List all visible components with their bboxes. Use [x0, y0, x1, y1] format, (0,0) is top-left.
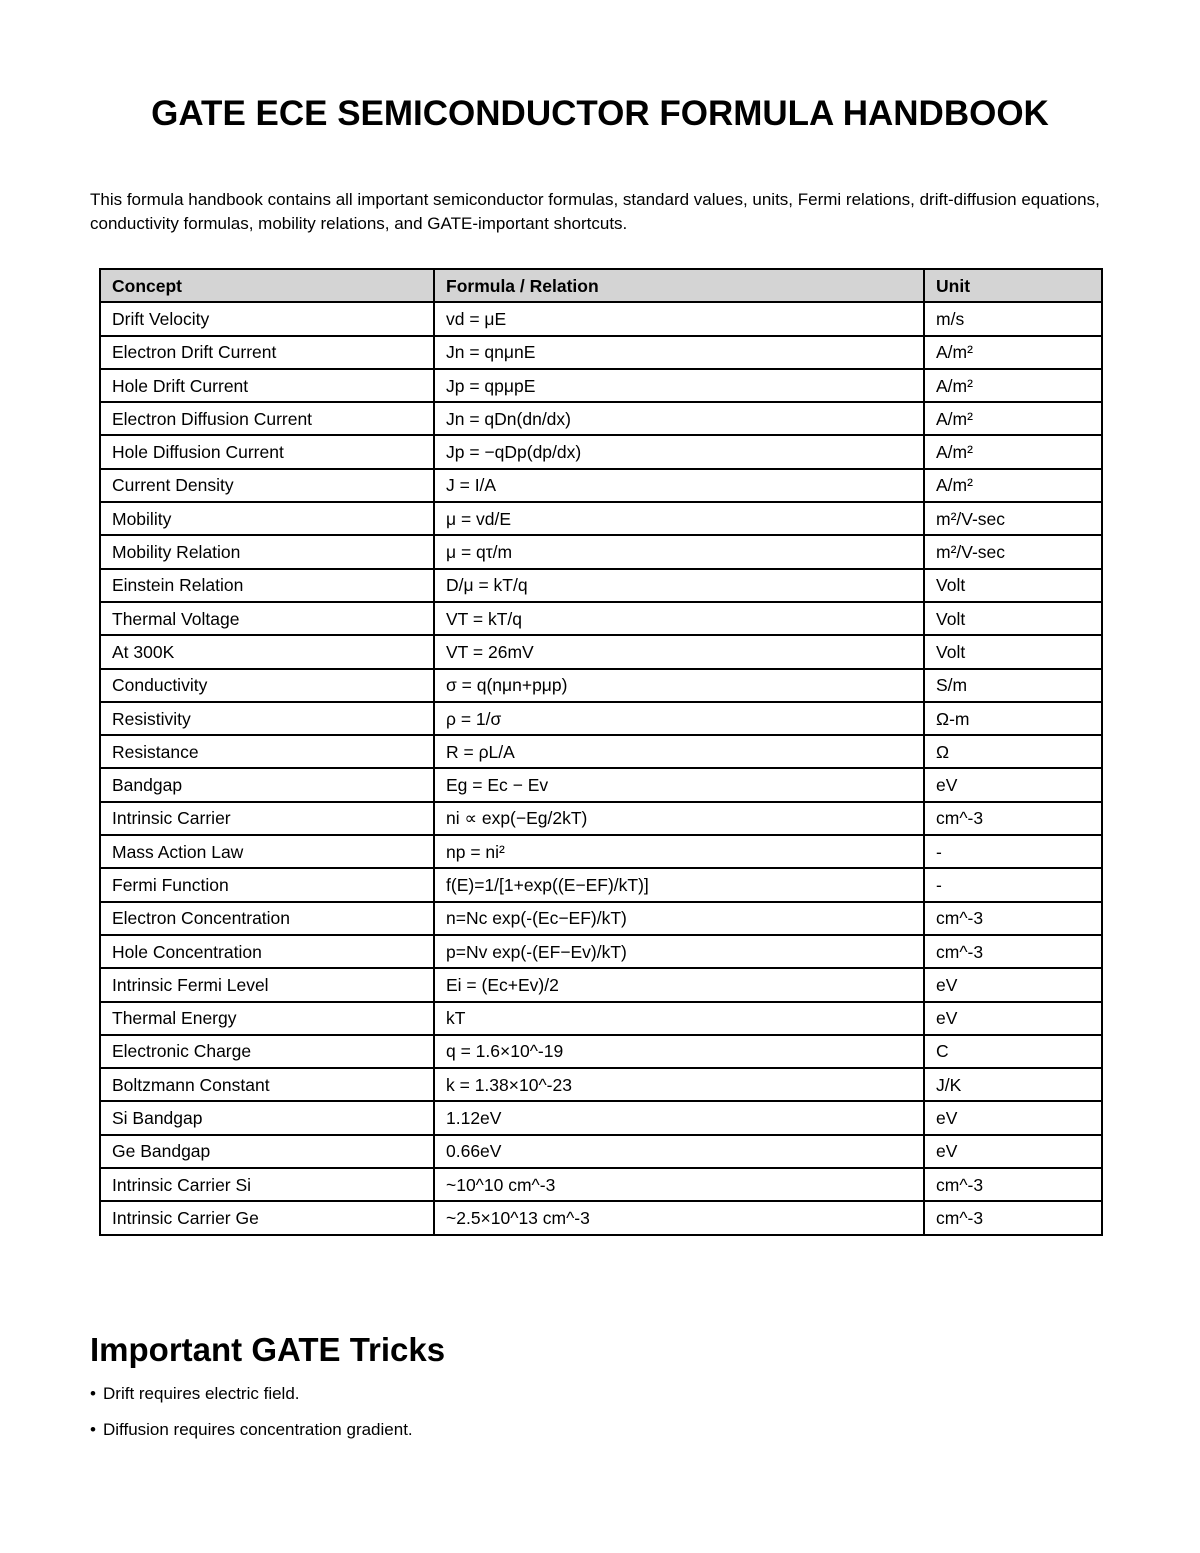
unit-cell: -: [924, 835, 1102, 868]
unit-cell: -: [924, 868, 1102, 901]
formula-cell: k = 1.38×10^-23: [434, 1068, 924, 1101]
intro-paragraph: This formula handbook contains all important semiconductor formulas, standard values, units, Fermi relations, drift-diffusion equations, conductivity formulas, mobility relations, and GATE-important shortcuts.: [90, 190, 1100, 233]
document-title: GATE ECE SEMICONDUCTOR FORMULA HANDBOOK: [151, 94, 1049, 133]
formula-cell: ~10^10 cm^-3: [434, 1168, 924, 1201]
formula-cell: Jp = −qDp(dp/dx): [434, 435, 924, 468]
table-row: [100, 835, 1102, 868]
table-row: [100, 369, 1102, 402]
concept-cell: Fermi Function: [100, 868, 434, 901]
table-row: [100, 435, 1102, 468]
table-row: [100, 402, 1102, 435]
table-row: [100, 935, 1102, 968]
formula-cell: Eg = Ec − Ev: [434, 768, 924, 801]
formula-cell: μ = vd/E: [434, 502, 924, 535]
header-concept: Concept: [100, 269, 434, 302]
table-body: [100, 302, 1102, 1234]
formula-cell: f(E)=1/[1+exp((E−EF)/kT)]: [434, 868, 924, 901]
table-row: [100, 1201, 1102, 1234]
table-row: [100, 702, 1102, 735]
concept-cell: Hole Diffusion Current: [100, 435, 434, 468]
table-row: [100, 1002, 1102, 1035]
concept-cell: Intrinsic Carrier Si: [100, 1168, 434, 1201]
concept-cell: Drift Velocity: [100, 302, 434, 335]
concept-cell: Mobility: [100, 502, 434, 535]
concept-cell: Resistivity: [100, 702, 434, 735]
concept-cell: At 300K: [100, 635, 434, 668]
concept-cell: Einstein Relation: [100, 569, 434, 602]
unit-cell: eV: [924, 768, 1102, 801]
table-row: [100, 502, 1102, 535]
unit-cell: A/m²: [924, 435, 1102, 468]
unit-cell: A/m²: [924, 402, 1102, 435]
formula-cell: Jn = qnμnE: [434, 336, 924, 369]
header-row: [100, 269, 1102, 302]
formula-cell: kT: [434, 1002, 924, 1035]
concept-cell: Electronic Charge: [100, 1035, 434, 1068]
formula-cell: VT = kT/q: [434, 602, 924, 635]
formula-cell: R = ρL/A: [434, 735, 924, 768]
concept-cell: Intrinsic Carrier Ge: [100, 1201, 434, 1234]
table-row: [100, 1068, 1102, 1101]
table-row: [100, 1101, 1102, 1134]
formula-cell: D/μ = kT/q: [434, 569, 924, 602]
unit-cell: Ω: [924, 735, 1102, 768]
unit-cell: eV: [924, 1135, 1102, 1168]
unit-cell: Volt: [924, 569, 1102, 602]
table-row: [100, 902, 1102, 935]
concept-cell: Mobility Relation: [100, 535, 434, 568]
formula-cell: 1.12eV: [434, 1101, 924, 1134]
formula-cell: J = I/A: [434, 469, 924, 502]
concept-cell: Electron Concentration: [100, 902, 434, 935]
unit-cell: cm^-3: [924, 902, 1102, 935]
unit-cell: cm^-3: [924, 1201, 1102, 1234]
table-row: [100, 802, 1102, 835]
formula-cell: ni ∝ exp(−Eg/2kT): [434, 802, 924, 835]
concept-cell: Hole Drift Current: [100, 369, 434, 402]
formula-cell: p=Nv exp(-(EF−Ev)/kT): [434, 935, 924, 968]
formula-cell: np = ni²: [434, 835, 924, 868]
list-item-text: Drift requires electric field.: [103, 1384, 300, 1403]
concept-cell: Intrinsic Carrier: [100, 802, 434, 835]
unit-cell: eV: [924, 1101, 1102, 1134]
formula-cell: Ei = (Ec+Ev)/2: [434, 968, 924, 1001]
header-formula: Formula / Relation: [434, 269, 924, 302]
list-item-text: Diffusion requires concentration gradient.: [103, 1420, 413, 1439]
unit-cell: A/m²: [924, 369, 1102, 402]
concept-cell: Conductivity: [100, 669, 434, 702]
concept-cell: Electron Diffusion Current: [100, 402, 434, 435]
table-row: [100, 635, 1102, 668]
bullet-icon: •: [90, 1384, 96, 1403]
unit-cell: eV: [924, 1002, 1102, 1035]
concept-cell: Thermal Voltage: [100, 602, 434, 635]
concept-cell: Electron Drift Current: [100, 336, 434, 369]
formula-cell: 0.66eV: [434, 1135, 924, 1168]
table-row: [100, 669, 1102, 702]
table-row: [100, 336, 1102, 369]
list-item: [90, 1418, 413, 1454]
formula-cell: n=Nc exp(-(Ec−EF)/kT): [434, 902, 924, 935]
table-row: [100, 868, 1102, 901]
table-row: [100, 602, 1102, 635]
formula-cell: σ = q(nμn+pμp): [434, 669, 924, 702]
formula-cell: Jn = qDn(dn/dx): [434, 402, 924, 435]
unit-cell: m²/V-sec: [924, 502, 1102, 535]
formula-cell: ~2.5×10^13 cm^-3: [434, 1201, 924, 1234]
formula-cell: μ = qτ/m: [434, 535, 924, 568]
table-row: [100, 302, 1102, 335]
formula-cell: vd = μE: [434, 302, 924, 335]
concept-cell: Mass Action Law: [100, 835, 434, 868]
concept-cell: Thermal Energy: [100, 1002, 434, 1035]
formula-cell: q = 1.6×10^-19: [434, 1035, 924, 1068]
unit-cell: m/s: [924, 302, 1102, 335]
unit-cell: m²/V-sec: [924, 535, 1102, 568]
tricks-list: [90, 1382, 413, 1454]
unit-cell: cm^-3: [924, 935, 1102, 968]
concept-cell: Boltzmann Constant: [100, 1068, 434, 1101]
table-row: [100, 735, 1102, 768]
table-row: [100, 469, 1102, 502]
table-row: [100, 968, 1102, 1001]
formula-table: [99, 268, 1103, 1236]
unit-cell: cm^-3: [924, 1168, 1102, 1201]
table-row: [100, 1168, 1102, 1201]
concept-cell: Si Bandgap: [100, 1101, 434, 1134]
unit-cell: Volt: [924, 635, 1102, 668]
table-row: [100, 1035, 1102, 1068]
concept-cell: Current Density: [100, 469, 434, 502]
concept-cell: Hole Concentration: [100, 935, 434, 968]
table-row: [100, 768, 1102, 801]
concept-cell: Bandgap: [100, 768, 434, 801]
unit-cell: C: [924, 1035, 1102, 1068]
header-unit: Unit: [924, 269, 1102, 302]
table-header: [100, 269, 1102, 302]
unit-cell: S/m: [924, 669, 1102, 702]
table-row: [100, 569, 1102, 602]
unit-cell: eV: [924, 968, 1102, 1001]
concept-cell: Intrinsic Fermi Level: [100, 968, 434, 1001]
unit-cell: Ω-m: [924, 702, 1102, 735]
unit-cell: A/m²: [924, 469, 1102, 502]
unit-cell: J/K: [924, 1068, 1102, 1101]
concept-cell: Ge Bandgap: [100, 1135, 434, 1168]
formula-cell: VT = 26mV: [434, 635, 924, 668]
formula-cell: Jp = qpμpE: [434, 369, 924, 402]
unit-cell: cm^-3: [924, 802, 1102, 835]
concept-cell: Resistance: [100, 735, 434, 768]
tricks-section-title: Important GATE Tricks: [90, 1331, 446, 1368]
unit-cell: Volt: [924, 602, 1102, 635]
formula-cell: ρ = 1/σ: [434, 702, 924, 735]
unit-cell: A/m²: [924, 336, 1102, 369]
table-row: [100, 1135, 1102, 1168]
bullet-icon: •: [90, 1420, 96, 1439]
list-item: [90, 1382, 413, 1418]
table-row: [100, 535, 1102, 568]
